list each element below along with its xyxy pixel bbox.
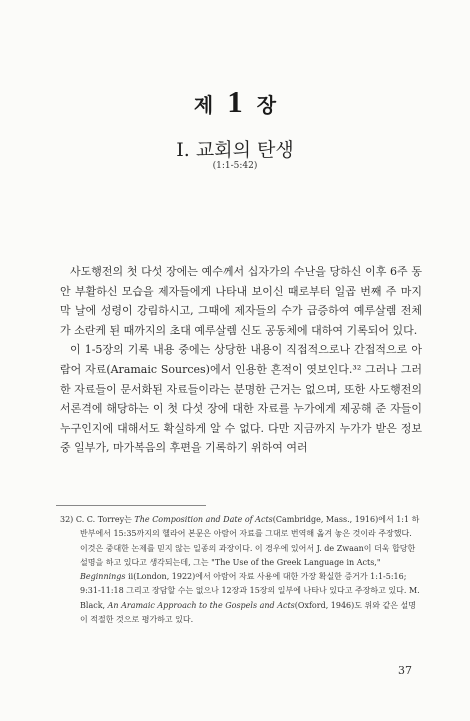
- chapter-number: 1: [227, 84, 243, 119]
- chapter-word-left: 제: [193, 93, 214, 117]
- footnote-text: ii(London, 1922)에서 아람어 자료 사용에 대한 가장 확실한 증거가 1:1-5:16; 9:31-11:18 그리고 장담할 수는 없으나 12장과 15장의 일부에 나타나 있다고 주장하고 있다. M. Black,: [80, 572, 420, 610]
- paragraph-2: 이 1-5장의 기록 내용 중에는 상당한 내용이 직접적으로나 간접적으로 아람어 자료(Aramaic Sources)에서 인용한 흔적이 엿보인다.³² 그러나 그러한 자료들이 문서화된 자료들이라는 분명한 근거는 없으며, 또한 사도행전의 서론격에 해당하는 이 첫 다섯 장에 대한 자료를 누가에게 제공해 준 자들이 누구인지에 대해서도 확실하게 알 수 없다. 다만 지금까지 누가가 받은 정보 중 일부가, 마가복음의 후편을 기록하기 위하여 여러: [60, 343, 422, 455]
- body-text: [60, 262, 422, 458]
- section-title: I. 교회의 탄생: [176, 139, 294, 161]
- chapter-heading: [0, 84, 470, 120]
- footnote-book-title: Beginnings: [80, 572, 126, 582]
- section-reference: (1:1-5:42): [212, 161, 258, 171]
- footnote-book-title: An Aramaic Approach to the Gospels and Acts: [107, 600, 295, 610]
- footnote-32: [60, 513, 422, 627]
- page-number: 37: [398, 664, 412, 677]
- footnote-text: (Cambridge, Mass., 1916)에서 1:1 하반부에서 15:35까지의 헬라어 본문은 아람어 자료를 그대로 번역해 옮겨 놓은 것이라 주장했다. 이것은 중대한 논제를 믿지 않는 일종의 과장이다. 이 경우에 있어서 J. de Zwaan이 더욱 합당한 설명을 하고 있다고 생각되는데, 그는 "The Use of the Greek Language in Acts,": [80, 515, 420, 567]
- chapter-word-right: 장: [256, 93, 277, 117]
- footnote-divider: [56, 505, 206, 506]
- footnote-text: (Oxford, 1946)도 위와 같은 설명이 적절한 것으로 평가하고 있다.: [80, 600, 416, 625]
- paragraph-1: 사도행전의 첫 다섯 장에는 예수께서 십자가의 수난을 당하신 이후 6주 동안 부활하신 모습을 제자들에게 나타내 보이신 때로부터 일곱 번째 주 마지막 날에 성령이 강림하시고, 그때에 제자들의 수가 급증하여 예루살렘 전체가 소란케 된 때까지의 초대 예루살렘 신도 공동체에 대하여 기록되어 있다.: [60, 265, 422, 337]
- footnote-text: C. C. Torrey는: [75, 515, 135, 524]
- footnote-label: 32): [60, 515, 74, 524]
- footnote-book-title: The Composition and Date of Acts: [134, 515, 273, 524]
